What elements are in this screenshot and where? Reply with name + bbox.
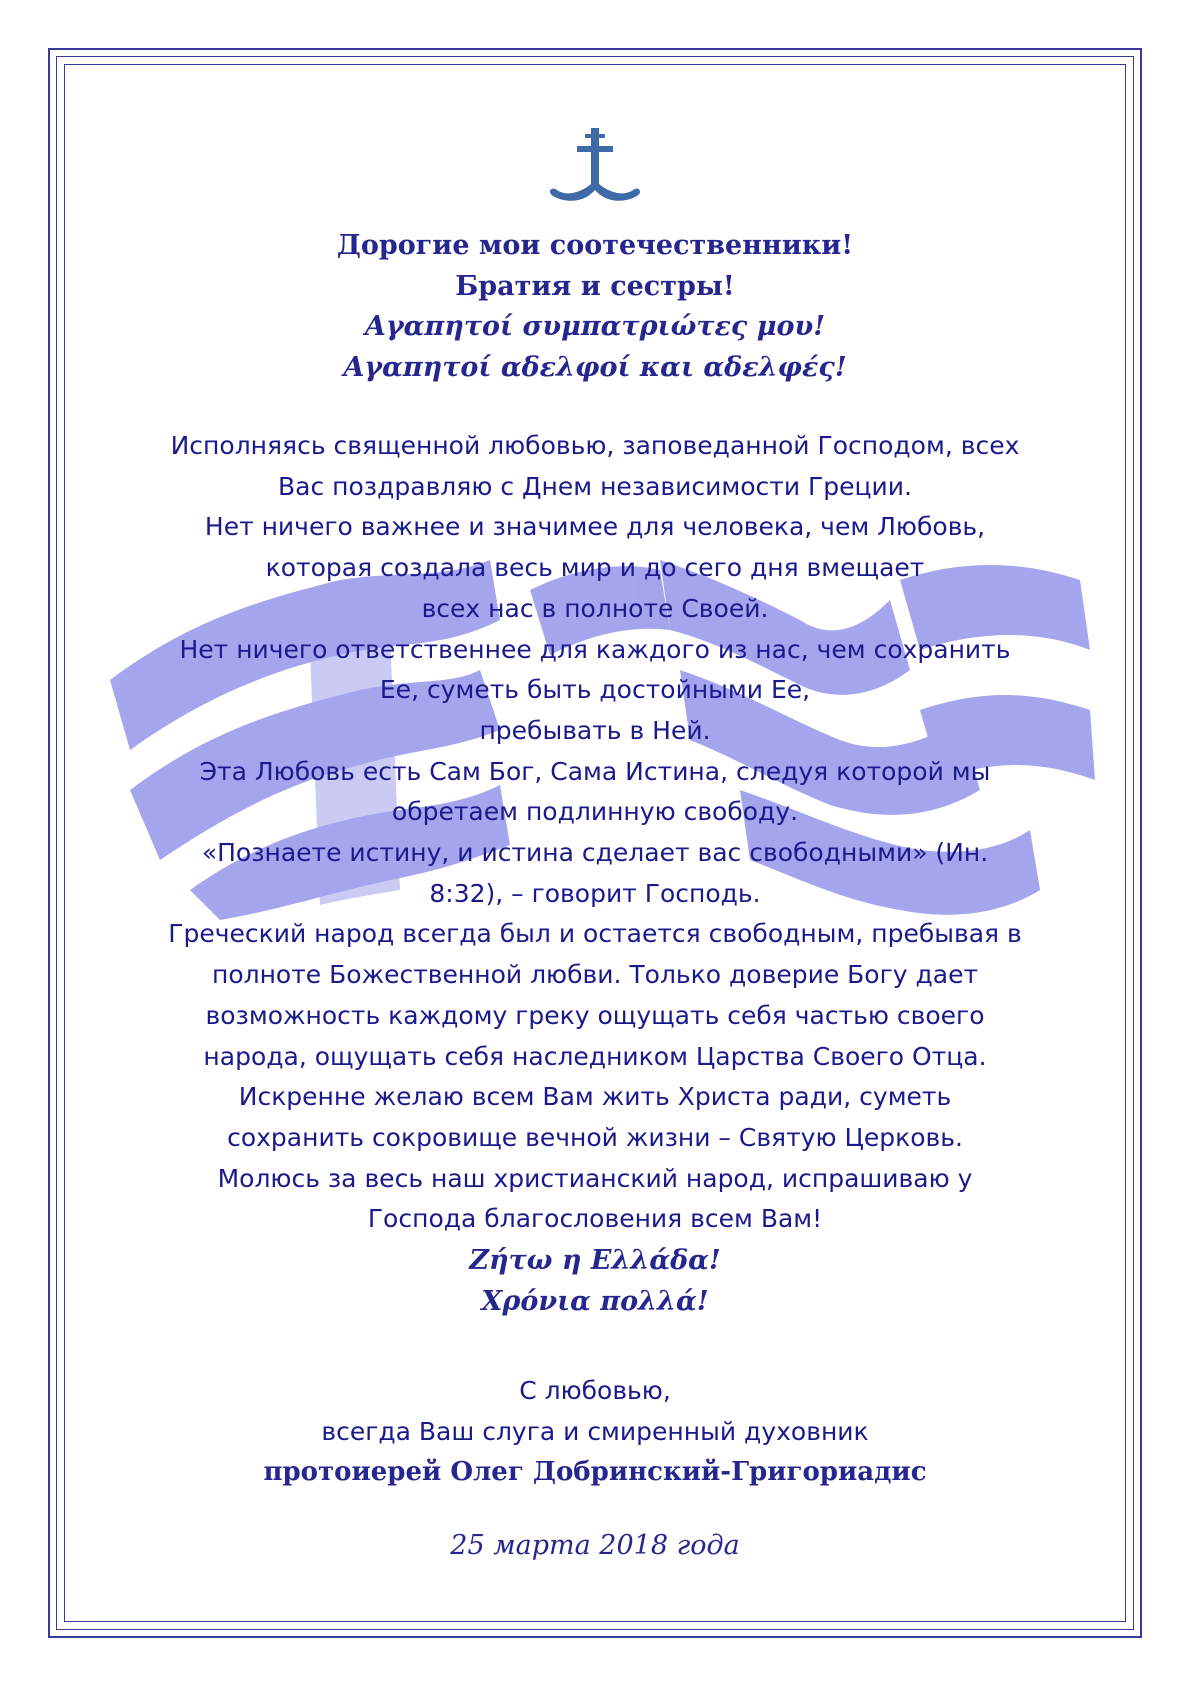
date-block	[80, 1530, 1110, 1561]
body-line: Нет ничего ответственнее для каждого из нас, чем сохранить	[179, 634, 1011, 664]
body-line: Исполняясь священной любовью, заповеданной Господом, всех	[170, 431, 1020, 460]
body-line: «Познаете истину, и истина сделает вас свободными» (Ин.	[201, 838, 989, 868]
signature-with-love: С любовью,	[519, 1376, 671, 1405]
greeting-line: Братия и сестры!	[455, 270, 735, 302]
body-line: Нет ничего важнее и значимее для человека, чем Любовь,	[204, 512, 986, 542]
greeting-line-greek: Αγαπητοί αδελφοί και αδελφές!	[343, 351, 847, 383]
body-line: всех нас в полноте Своей.	[421, 593, 769, 623]
greeting-block	[80, 226, 1110, 388]
greek-closing	[80, 1240, 1110, 1322]
body-line: Ее, суметь быть достойными Ее,	[379, 675, 811, 705]
body-line: Искренне желаю всем Вам жить Христа ради, суметь	[238, 1082, 952, 1112]
greeting-line-greek: Αγαπητοί συμπατριώτες μου!	[364, 311, 826, 342]
letter-date: 25 марта 2018 года	[450, 1530, 740, 1561]
body-line: пребывать в Ней.	[479, 715, 711, 745]
cross-icon	[545, 128, 645, 208]
letter-body	[80, 426, 1110, 1240]
signature-author: протоиерей Олег Добринский-Григориадис	[263, 1457, 927, 1487]
signature-servant: всегда Ваш слуга и смиренный духовник	[321, 1417, 869, 1446]
signature-block	[80, 1370, 1110, 1493]
body-line: Эта Любовь есть Сам Бог, Сама Истина, следуя которой мы	[199, 756, 991, 786]
body-line: Господа благословения всем Вам!	[367, 1204, 823, 1234]
body-line: народа, ощущать себя наследником Царства Своего Отца.	[203, 1041, 987, 1071]
closing-line: Χρόνια πολλά!	[481, 1286, 709, 1317]
body-line: обретаем подлинную свободу.	[391, 797, 799, 827]
greeting-line: Дорогие мои соотечественники!	[336, 230, 854, 261]
body-line: возможность каждому греку ощущать себя частью своего	[205, 1000, 985, 1030]
body-line: полноте Божественной любви. Только доверие Богу дает	[211, 960, 979, 990]
body-line: которая создала весь мир и до сего дня вмещает	[265, 553, 925, 583]
body-line: Вас поздравляю с Днем независимости Греции.	[278, 471, 912, 501]
body-line: сохранить сокровище вечной жизни – Святую Церковь.	[227, 1122, 963, 1152]
body-line: 8:32), – говорит Господь.	[429, 878, 761, 908]
body-line: Греческий народ всегда был и остается свободным, пребывая в	[168, 919, 1022, 949]
body-line: Молюсь за весь наш христианский народ, испрашиваю у	[217, 1163, 973, 1193]
closing-line: Ζήτω η Ελλάδα!	[469, 1245, 721, 1276]
